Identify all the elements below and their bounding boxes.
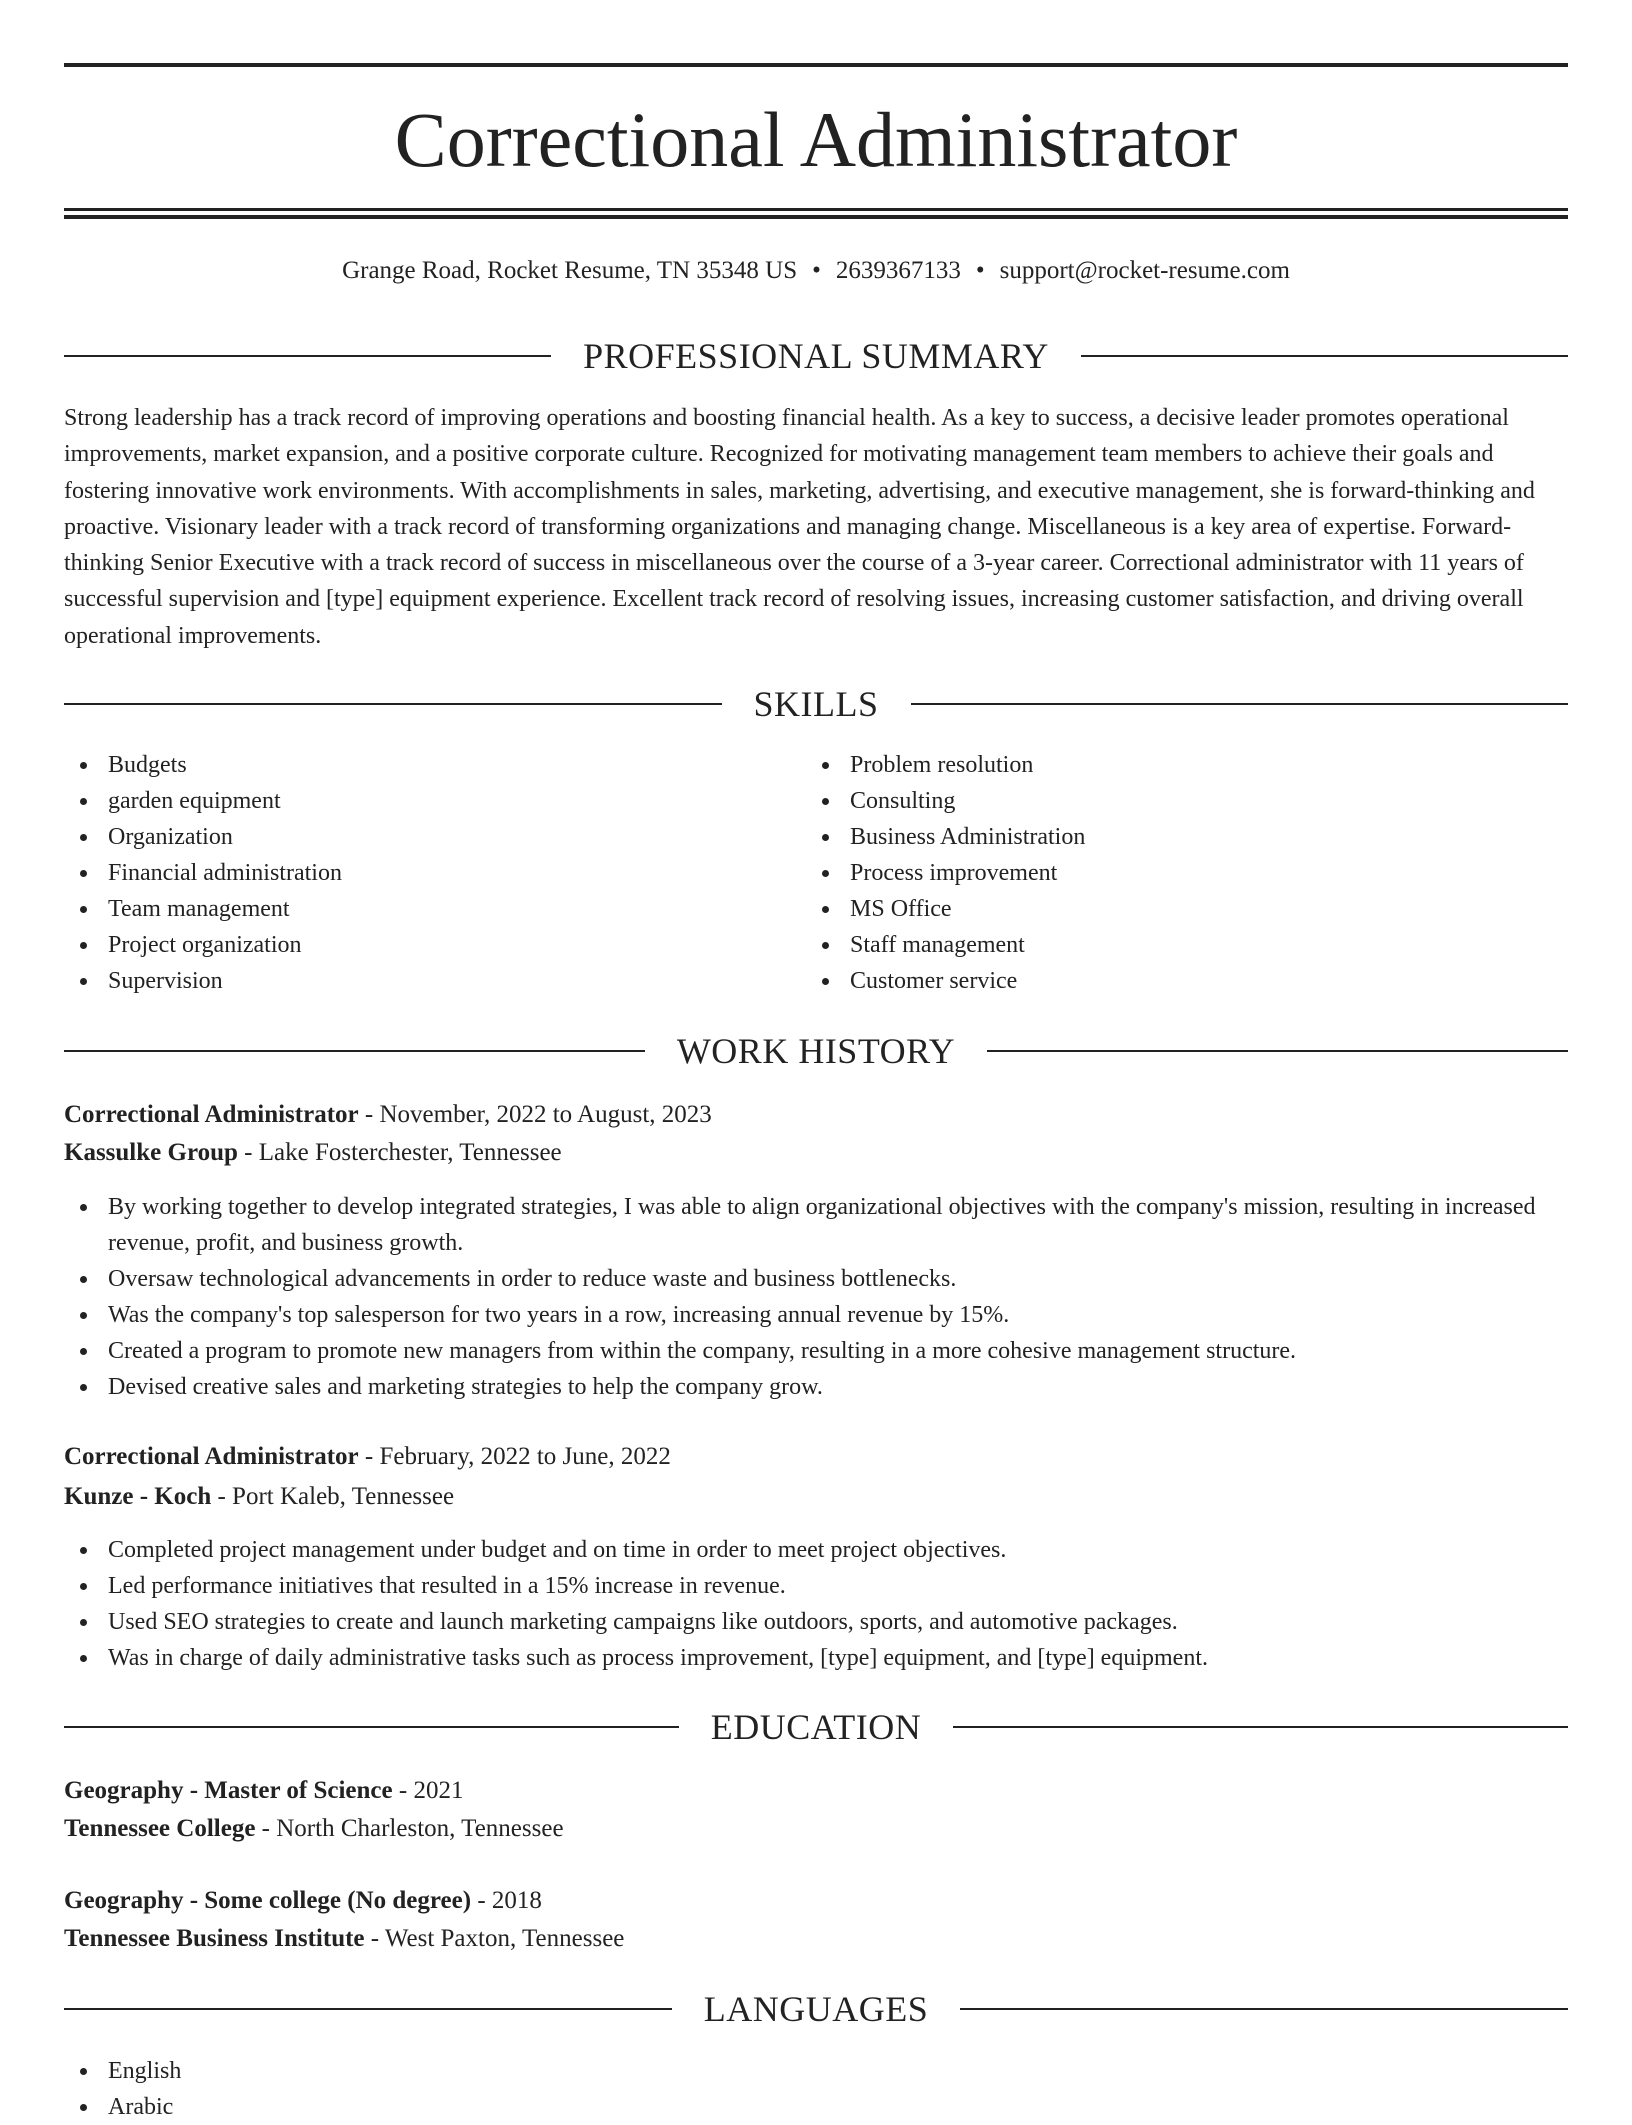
contact-address: Grange Road, Rocket Resume, TN 35348 US [342,257,798,284]
job-company: Kunze - Koch [64,1483,212,1510]
job-title: Correctional Administrator [64,1443,359,1470]
heading-line-right [960,2008,1568,2010]
skill-item: Staff management [806,927,1506,963]
job-dates: February, 2022 to June, 2022 [379,1443,671,1470]
skills-heading-row [64,679,1568,729]
title-rule-lower [64,215,1568,219]
job-title-line [64,1439,1568,1475]
contact-separator: • [812,257,821,284]
heading-line-left [64,1050,645,1052]
contact-email: support@rocket-resume.com [999,257,1290,284]
skills-column-right [806,747,1506,999]
education-heading-row [64,1702,1568,1752]
dash: - [392,1777,414,1804]
job-bullet: Used SEO strategies to create and launch marketing campaigns like outdoors, sports, and automotive packages. [64,1604,1568,1640]
job-bullet: Oversaw technological advancements in order to reduce waste and business bottlenecks. [64,1261,1568,1297]
skill-item: garden equipment [64,783,764,819]
skill-item: Supervision [64,963,764,999]
dash: - [237,1139,259,1166]
education-heading: EDUCATION [710,1707,922,1747]
skill-item: Project organization [64,927,764,963]
heading-line-right [987,1050,1568,1052]
language-item: English [64,2053,1568,2089]
job-bullets [64,1532,1568,1676]
skill-item: Consulting [806,783,1506,819]
skill-item: MS Office [806,891,1506,927]
summary-heading: PROFESSIONAL SUMMARY [583,336,1049,376]
education-degree-line [64,1773,1568,1809]
skill-item: Business Administration [806,819,1506,855]
work-heading-row [64,1026,1568,1076]
job-dates: November, 2022 to August, 2023 [379,1101,712,1128]
skill-item: Financial administration [64,855,764,891]
job-bullet: Created a program to promote new managers from within the company, resulting in a more cohesive management structure. [64,1333,1568,1369]
contact-phone: 2639367133 [835,257,961,284]
job-company: Kassulke Group [64,1139,238,1166]
education-school-line [64,1811,1568,1847]
heading-line-right [953,1726,1568,1728]
education-location: North Charleston, Tennessee [276,1815,564,1842]
heading-line-left [64,2008,672,2010]
job-bullet: Was in charge of daily administrative tasks such as process improvement, [type] equipment, and [type] equipment. [64,1640,1568,1676]
resume-title: Correctional Administrator [394,96,1238,183]
summary-heading-row [64,331,1568,381]
skill-item: Budgets [64,747,764,783]
heading-line-right [911,703,1569,705]
education-year: 2021 [413,1777,464,1804]
skills-heading: SKILLS [753,684,879,724]
job-location: Lake Fosterchester, Tennessee [258,1139,562,1166]
dash: - [358,1443,380,1470]
skill-item: Problem resolution [806,747,1506,783]
skill-item: Process improvement [806,855,1506,891]
job-bullet: Was the company's top salesperson for two years in a row, increasing annual revenue by 15%. [64,1297,1568,1333]
education-school-line [64,1921,1568,1957]
education-degree-line [64,1883,1568,1919]
education-school: Tennessee Business Institute [64,1925,365,1952]
top-rule [64,63,1568,67]
skills-column-left [64,747,764,999]
title-rule-upper [64,208,1568,211]
heading-line-left [64,1726,679,1728]
work-heading: WORK HISTORY [676,1031,956,1071]
languages-list [64,2053,1568,2125]
job-bullet: By working together to develop integrated strategies, I was able to align organizational objectives with the company's mission, resulting in increased revenue, profit, and business growth. [64,1189,1568,1261]
job-company-line [64,1135,1568,1171]
dash: - [364,1925,385,1952]
contact-separator: • [975,257,985,284]
summary-text: Strong leadership has a track record of improving operations and boosting financial health. As a key to success, a decisive leader promotes operational improvements, market expansion, and a positive corporate culture. Recognized for motivating management team members to achieve their goals and fostering innovative work environments. With accomplishments in sales, marketing, advertising, and executive management, she is forward-thinking and proactive. Visionary leader with a track record of transforming organizations and managing change. Miscellaneous is a key area of expertise. Forward-thinking Senior Executive with a track record of success in miscellaneous over the course of a 3-year career. Correctional administrator with 11 years of successful supervision and [type] equipment experience. Excellent track record of resolving issues, increasing customer satisfaction, and driving overall operational improvements. [64,405,1535,649]
contact-line [64,254,1568,288]
job-title: Correctional Administrator [64,1101,359,1128]
job-bullet: Led performance initiatives that resulted in a 15% increase in revenue. [64,1568,1568,1604]
skill-item: Customer service [806,963,1506,999]
job-company-line [64,1479,1568,1515]
education-year: 2018 [491,1887,542,1914]
job-bullets [64,1189,1568,1405]
education-degree: Geography - Master of Science [64,1777,393,1804]
heading-line-left [64,355,551,357]
heading-line-right [1081,355,1568,357]
languages-heading-row [64,1984,1568,2034]
skill-item: Organization [64,819,764,855]
job-bullet: Completed project management under budget and on time in order to meet project objectives. [64,1532,1568,1568]
heading-line-left [64,703,722,705]
dash: - [255,1815,277,1842]
education-degree: Geography - Some college (No degree) [64,1887,472,1914]
language-item: Arabic [64,2089,1568,2125]
dash: - [358,1101,380,1128]
languages-heading: LANGUAGES [703,1989,929,2029]
dash: - [471,1887,492,1914]
skill-item: Team management [64,891,764,927]
education-location: West Paxton, Tennessee [384,1925,625,1952]
job-bullet: Devised creative sales and marketing strategies to help the company grow. [64,1369,1568,1405]
dash: - [211,1483,233,1510]
job-location: Port Kaleb, Tennessee [232,1483,455,1510]
education-school: Tennessee College [64,1815,256,1842]
job-title-line [64,1097,1568,1133]
